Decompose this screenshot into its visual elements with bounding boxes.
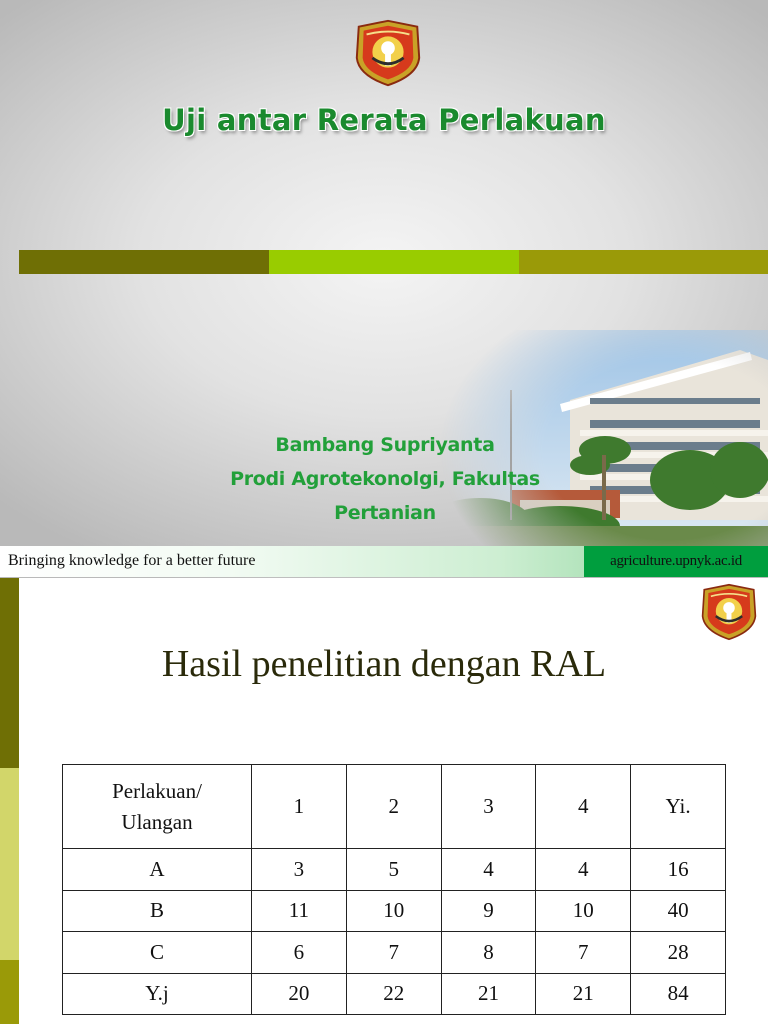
table-cell: 8 [441, 932, 536, 974]
table-cell: 7 [536, 932, 631, 974]
table-header-cell [63, 765, 252, 849]
results-table [62, 764, 726, 1015]
author-name: Bambang Supriyanta [275, 434, 495, 456]
decorative-band-lime [269, 250, 519, 274]
header-line-1: Perlakuan/ [112, 778, 202, 803]
table-cell: 84 [631, 973, 726, 1015]
table-cell: 22 [346, 973, 441, 1015]
row-label-cell: B [63, 890, 252, 932]
results-slide [0, 578, 768, 1024]
decorative-band-olive-dark [19, 250, 269, 274]
table-cell: 21 [441, 973, 536, 1015]
table-cell: 10 [346, 890, 441, 932]
table-cell: 4 [536, 849, 631, 891]
footer-tagline: Bringing knowledge for a better future [8, 552, 256, 569]
table-row [63, 973, 726, 1015]
author-block [180, 428, 590, 530]
table-header-row [63, 765, 726, 849]
university-logo-icon [349, 18, 427, 88]
slide-title: Hasil penelitian dengan RAL [161, 643, 607, 685]
table-cell: 20 [252, 973, 347, 1015]
university-logo-icon [696, 582, 762, 642]
table-cell: 11 [252, 890, 347, 932]
sidebar-band-light-olive [0, 768, 19, 960]
decorative-band-olive [519, 250, 768, 274]
author-affiliation: Prodi Agrotekonolgi, Fakultas Pertanian [230, 468, 540, 524]
table-cell: 10 [536, 890, 631, 932]
slide-footer [0, 546, 768, 577]
table-cell: 9 [441, 890, 536, 932]
table-cell: 21 [536, 973, 631, 1015]
table-cell: 6 [252, 932, 347, 974]
table-header-cell: 4 [536, 765, 631, 849]
header-line-2: Ulangan [121, 809, 193, 834]
table-header-cell: 1 [252, 765, 347, 849]
sidebar-band-olive [0, 960, 19, 1024]
table-cell: 7 [346, 932, 441, 974]
table-cell: 3 [252, 849, 347, 891]
table-header-cell: Yi. [631, 765, 726, 849]
slide-title: Uji antar Rerata Perlakuan [162, 103, 606, 137]
footer-url-link[interactable]: agriculture.upnyk.ac.id [584, 546, 768, 577]
table-cell: 4 [441, 849, 536, 891]
row-label-cell: A [63, 849, 252, 891]
table-cell: 40 [631, 890, 726, 932]
table-header-cell: 2 [346, 765, 441, 849]
table-cell: 28 [631, 932, 726, 974]
row-label-cell: C [63, 932, 252, 974]
table-header-cell: 3 [441, 765, 536, 849]
table-row [63, 932, 726, 974]
table-row [63, 849, 726, 891]
table-row [63, 890, 726, 932]
table-cell: 16 [631, 849, 726, 891]
row-label-cell: Y.j [63, 973, 252, 1015]
table-cell: 5 [346, 849, 441, 891]
